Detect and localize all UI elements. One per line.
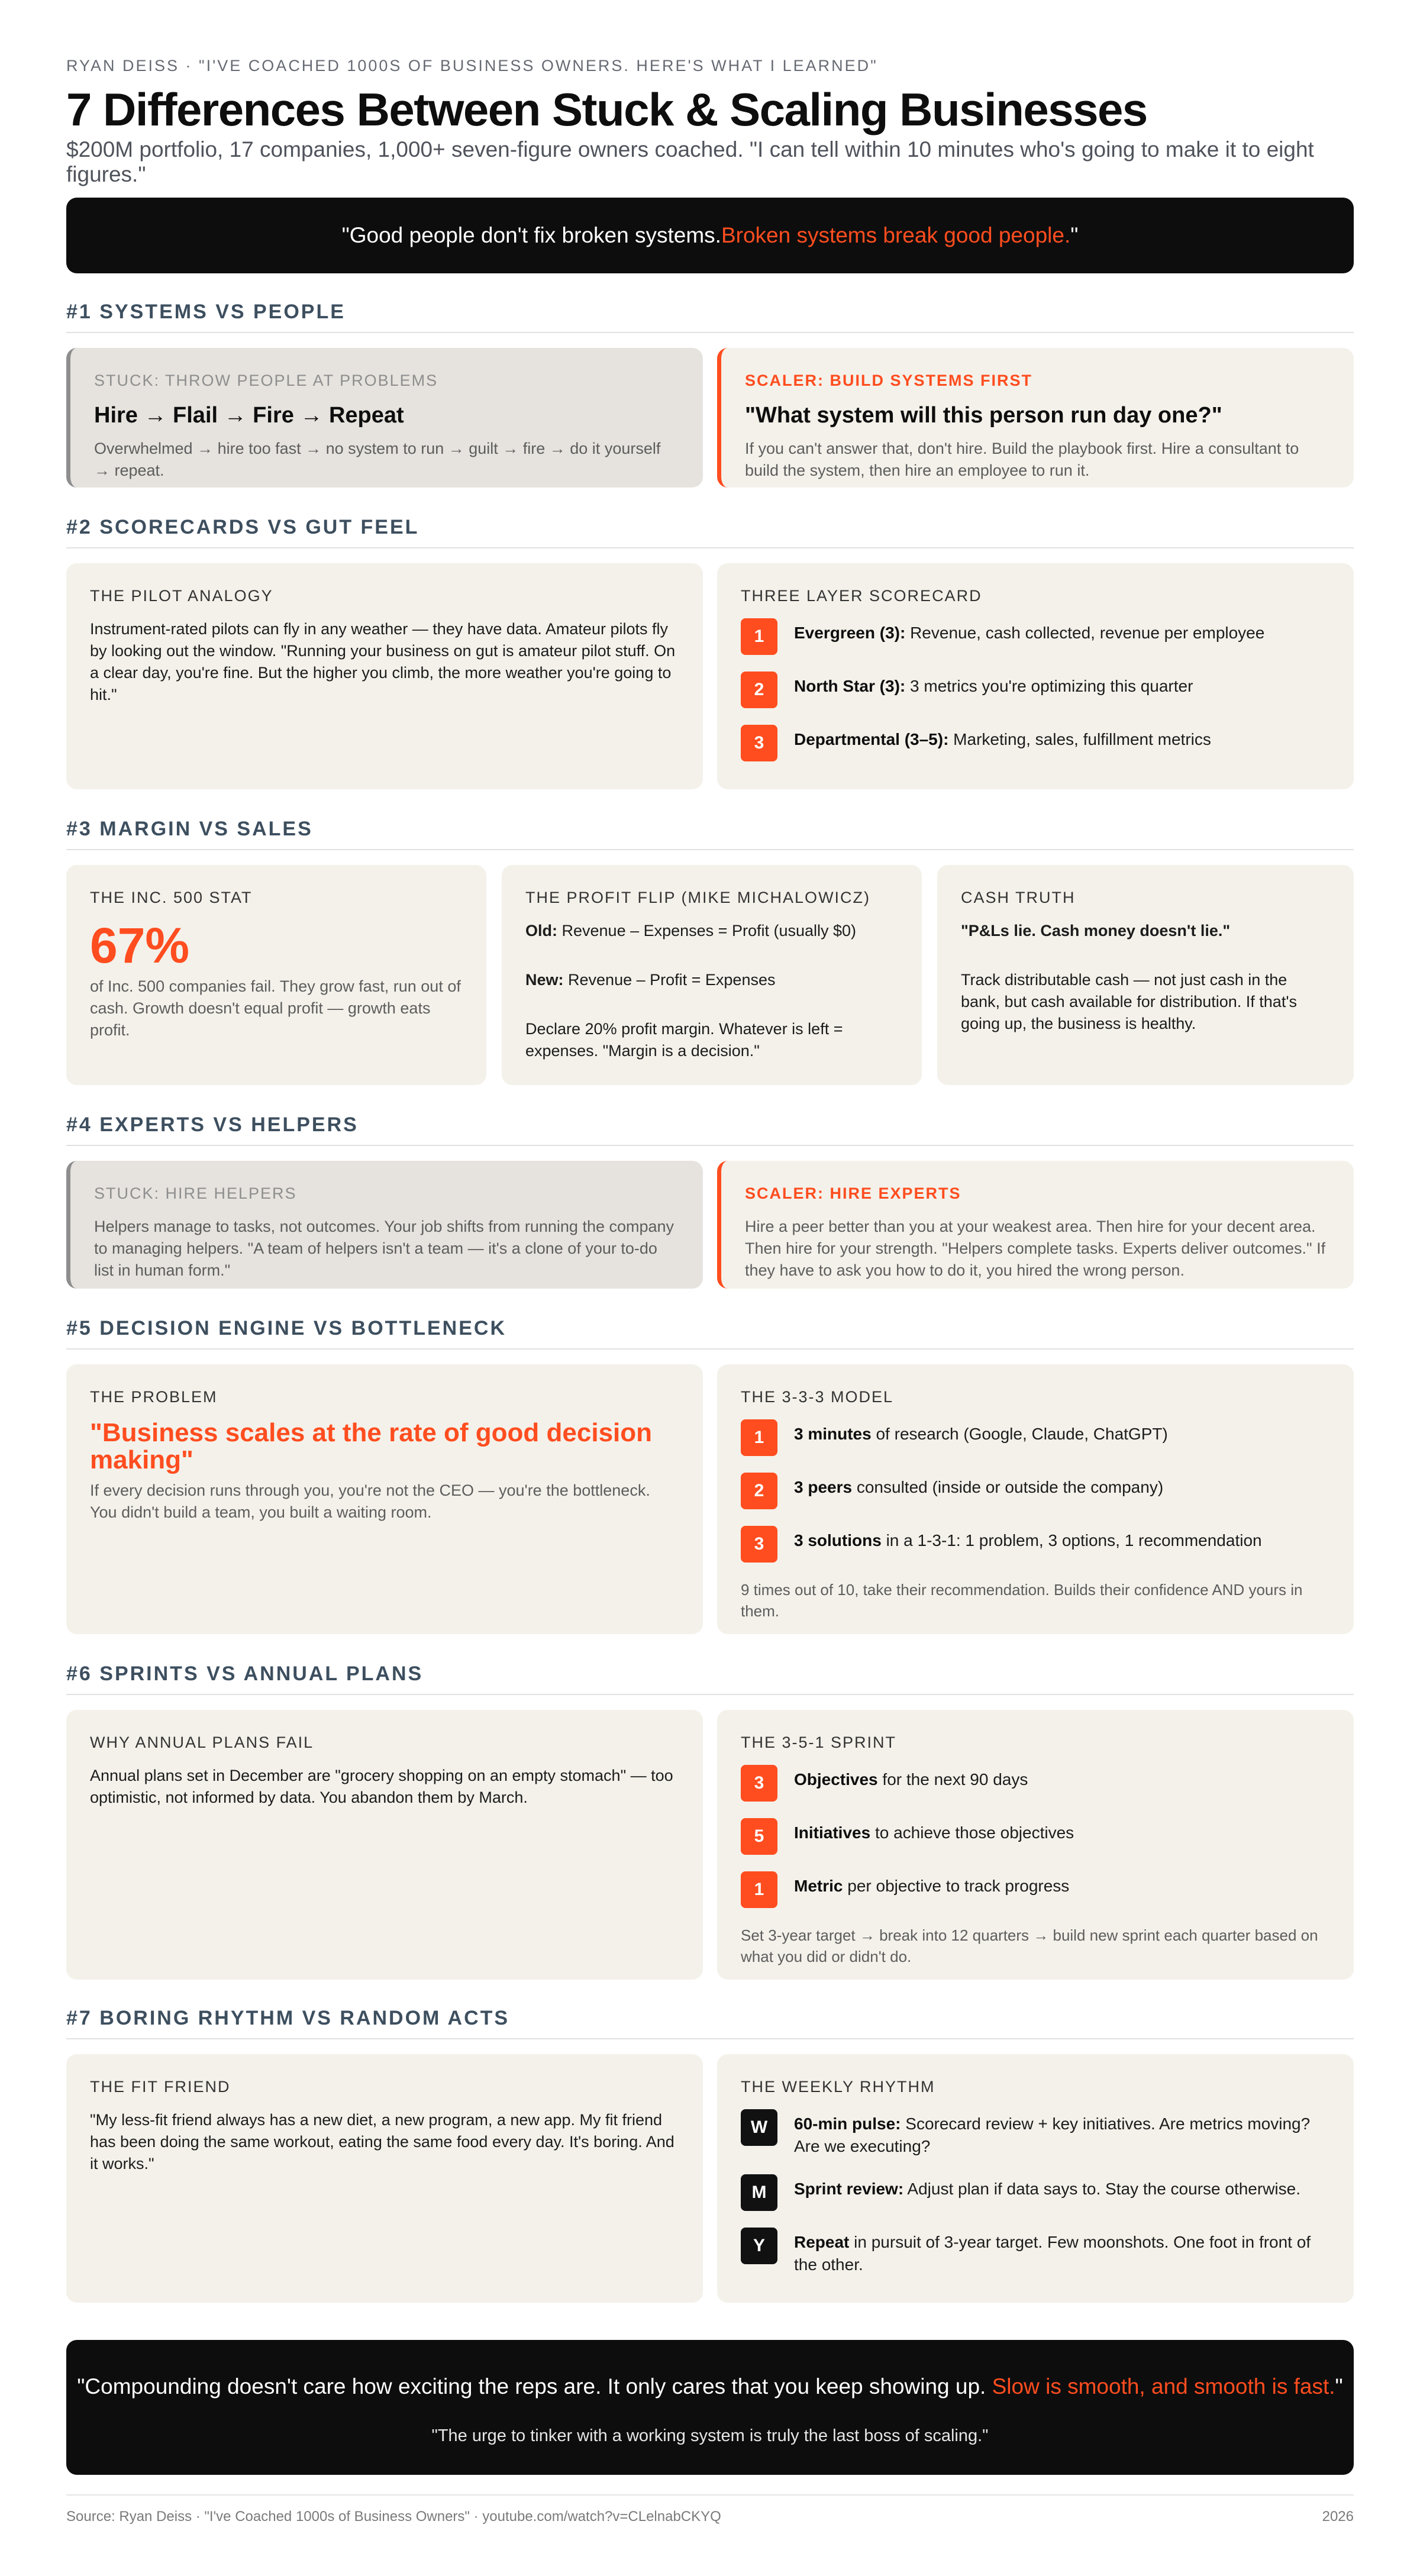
section-heading-2: #2 SCORECARDS VS GUT FEEL	[66, 516, 1354, 548]
number-badge: 3	[741, 1765, 777, 1802]
list-item	[741, 618, 1330, 655]
annual-plans-card	[66, 1710, 703, 1980]
list-item	[741, 1818, 1330, 1855]
bottom-subquote: "The urge to tinker with a working system is truly the last boss of scaling."	[431, 2426, 989, 2445]
letter-badge: W	[741, 2109, 777, 2146]
number-badge: 5	[741, 1818, 777, 1855]
number-badge: 3	[741, 1526, 777, 1563]
card-body: Declare 20% profit margin. Whatever is left = expenses. "Margin is a decision."	[525, 1020, 843, 1060]
card-label: SCALER: HIRE EXPERTS	[745, 1184, 961, 1202]
list-item-text: 3 minutes of research (Google, Claude, ChatGPT)	[794, 1425, 1168, 1443]
card-label: THE PROBLEM	[90, 1388, 218, 1406]
card-label: THE 3-3-3 MODEL	[741, 1388, 894, 1406]
card-body: of Inc. 500 companies fail. They grow fast, run out of cash. Growth doesn't equal profit — growth eats profit.	[90, 977, 461, 1039]
list-item-text: 3 solutions in a 1-3-1: 1 problem, 3 options, 1 recommendation	[794, 1531, 1262, 1550]
card-note: 9 times out of 10, take their recommendation. Builds their confidence AND yours in them.	[741, 1581, 1303, 1620]
card-body: "My less-fit friend always has a new diet, a new program, a new app. My fit friend has been doing the same workout, eating the same food every day. It's boring. And it works."	[90, 2111, 674, 2173]
list-item-text: North Star (3): 3 metrics you're optimizing this quarter	[794, 677, 1193, 695]
card-label: STUCK: THROW PEOPLE AT PROBLEMS	[94, 372, 438, 389]
number-badge: 2	[741, 672, 777, 708]
list-item	[741, 1871, 1330, 1908]
top-quote-banner	[66, 198, 1354, 273]
list-item-text: Metric per objective to track progress	[794, 1877, 1070, 1895]
card-label: THE PILOT ANALOGY	[90, 587, 273, 605]
list-item-text: 3 peers consulted (inside or outside the company)	[794, 1478, 1164, 1496]
list-item	[741, 1419, 1330, 1456]
stuck-card-helpers	[66, 1161, 703, 1289]
card-label: THE FIT FRIEND	[90, 2078, 231, 2096]
fit-friend-card	[66, 2054, 703, 2303]
card-headline: "What system will this person run day one?"	[745, 403, 1222, 428]
stuck-card-systems	[66, 348, 703, 488]
problem-card	[66, 1364, 703, 1634]
old-formula: Old: Revenue – Expenses = Profit (usually $0)	[525, 922, 857, 940]
list-item	[741, 1765, 1330, 1802]
top-quote-lead: "Good people don't fix broken systems.	[341, 223, 721, 247]
card-body: Overwhelmed → hire too fast → no system to run → guilt → fire → do it yourself → repeat.	[94, 440, 661, 479]
card-headline: Hire → Flail → Fire → Repeat	[94, 403, 404, 428]
card-label: THE INC. 500 STAT	[90, 889, 253, 906]
card-body: Annual plans set in December are "grocery shopping on an empty stomach" — too optimistic, not informed by data. You abandon them by March.	[90, 1767, 673, 1806]
list-item	[741, 1473, 1330, 1509]
card-note: Set 3-year target → break into 12 quarters → build new sprint each quarter based on what you did or didn't do.	[741, 1926, 1318, 1965]
card-body: If you can't answer that, don't hire. Build the playbook first. Hire a consultant to build the system, then hire an employee to run it.	[745, 440, 1299, 479]
card-label: SCALER: BUILD SYSTEMS FIRST	[745, 372, 1033, 389]
section-heading-4: #4 EXPERTS VS HELPERS	[66, 1113, 1354, 1146]
list-item-text: Repeat in pursuit of 3-year target. Few moonshots. One foot in front of the other.	[794, 2233, 1311, 2274]
list-item-text: Sprint review: Adjust plan if data says to. Stay the course otherwise.	[794, 2180, 1300, 2198]
card-label: WHY ANNUAL PLANS FAIL	[90, 1734, 314, 1751]
scorecard-card	[717, 563, 1354, 789]
list-item-text: Initiatives to achieve those objectives	[794, 1823, 1074, 1842]
weekly-rhythm-card	[717, 2054, 1354, 2303]
new-formula: New: Revenue – Profit = Expenses	[525, 971, 776, 989]
number-badge: 2	[741, 1473, 777, 1509]
top-quote-highlight: Broken systems break good people.	[721, 223, 1071, 247]
section-heading-5: #5 DECISION ENGINE VS BOTTLENECK	[66, 1317, 1354, 1350]
list-item-text: 60-min pulse: Scorecard review + key initiatives. Are metrics moving? Are we executing?	[794, 2115, 1311, 2155]
card-body: If every decision runs through you, you're not the CEO — you're the bottleneck. You didn't build a team, you built a waiting room.	[90, 1481, 650, 1521]
section-heading-7: #7 BORING RHYTHM VS RANDOM ACTS	[66, 2007, 1354, 2039]
list-item	[741, 725, 1330, 761]
kicker: RYAN DEISS · "I'VE COACHED 1000S OF BUSINESS OWNERS. HERE'S WHAT I LEARNED"	[66, 57, 878, 75]
card-quote: "Business scales at the rate of good decision making"	[90, 1418, 653, 1474]
bottom-quote: "Compounding doesn't care how exciting the reps are. It only cares that you keep showing up. Slow is smooth, and smooth is fast."	[77, 2374, 1343, 2399]
card-label: THE PROFIT FLIP (MIKE MICHALOWICZ)	[525, 889, 871, 906]
card-body: Track distributable cash — not just cash in the bank, but cash available for distribution. If that's going up, the business is healthy.	[961, 971, 1297, 1032]
number-badge: 1	[741, 1871, 777, 1908]
letter-badge: M	[741, 2174, 777, 2211]
list-item	[741, 672, 1330, 708]
number-badge: 3	[741, 725, 777, 761]
top-quote-tail: "	[1070, 223, 1079, 247]
stat-value: 67%	[90, 918, 190, 973]
page-title: 7 Differences Between Stuck & Scaling Businesses	[66, 83, 1147, 135]
page-subtitle: $200M portfolio, 17 companies, 1,000+ seven-figure owners coached. "I can tell within 10 minutes who's going to make it to eight figures."	[66, 137, 1314, 186]
cash-truth-card	[937, 865, 1354, 1085]
number-badge: 1	[741, 618, 777, 655]
list-item	[741, 2109, 1330, 2158]
section-heading-1: #1 SYSTEMS VS PEOPLE	[66, 301, 1354, 333]
footer-divider	[66, 2494, 1354, 2496]
letter-badge: Y	[741, 2228, 777, 2264]
card-label: THE WEEKLY RHYTHM	[741, 2078, 935, 2096]
footer-year: 2026	[1322, 2509, 1354, 2525]
bottom-quote-banner	[66, 2340, 1354, 2475]
card-body: Instrument-rated pilots can fly in any weather — they have data. Amateur pilots fly by looking out the window. "Running your business on gut is amateur pilot stuff. On a clear day, you're fine. But the higher you climb, the more weather you're going to hit."	[90, 620, 676, 703]
section-heading-6: #6 SPRINTS VS ANNUAL PLANS	[66, 1663, 1354, 1695]
card-label: CASH TRUTH	[961, 889, 1076, 906]
list-item	[741, 2228, 1330, 2276]
card-body: Helpers manage to tasks, not outcomes. Your job shifts from running the company to managing helpers. "A team of helpers isn't a team — it's a clone of your to-do list in human form."	[94, 1218, 674, 1279]
profit-flip-card	[502, 865, 922, 1085]
list-item-text: Departmental (3–5): Marketing, sales, fulfillment metrics	[794, 730, 1211, 748]
list-item-text: Objectives for the next 90 days	[794, 1770, 1028, 1789]
scaler-card-systems	[717, 348, 1354, 488]
list-item	[741, 1526, 1330, 1563]
section-heading-3: #3 MARGIN VS SALES	[66, 818, 1354, 850]
number-badge: 1	[741, 1419, 777, 1456]
model-333-card	[717, 1364, 1354, 1634]
card-label: STUCK: HIRE HELPERS	[94, 1184, 297, 1202]
scaler-card-experts	[717, 1161, 1354, 1289]
pilot-analogy-card	[66, 563, 703, 789]
list-item	[741, 2174, 1330, 2211]
sprint-351-card	[717, 1710, 1354, 1980]
card-label: THE 3-5-1 SPRINT	[741, 1734, 897, 1751]
card-label: THREE LAYER SCORECARD	[741, 587, 982, 605]
card-body: Hire a peer better than you at your weakest area. Then hire for your decent area. Then hire for your strength. "Helpers complete tasks. Experts deliver outcomes." If they have to ask you how to do it, you hired the wrong person.	[745, 1218, 1326, 1279]
card-quote: "P&Ls lie. Cash money doesn't lie."	[961, 922, 1231, 940]
list-item-text: Evergreen (3): Revenue, cash collected, revenue per employee	[794, 624, 1265, 642]
inc500-card	[66, 865, 486, 1085]
source-citation: Source: Ryan Deiss · "I've Coached 1000s of Business Owners" · youtube.com/watch?v=CLelnabCKYQ	[66, 2509, 721, 2525]
